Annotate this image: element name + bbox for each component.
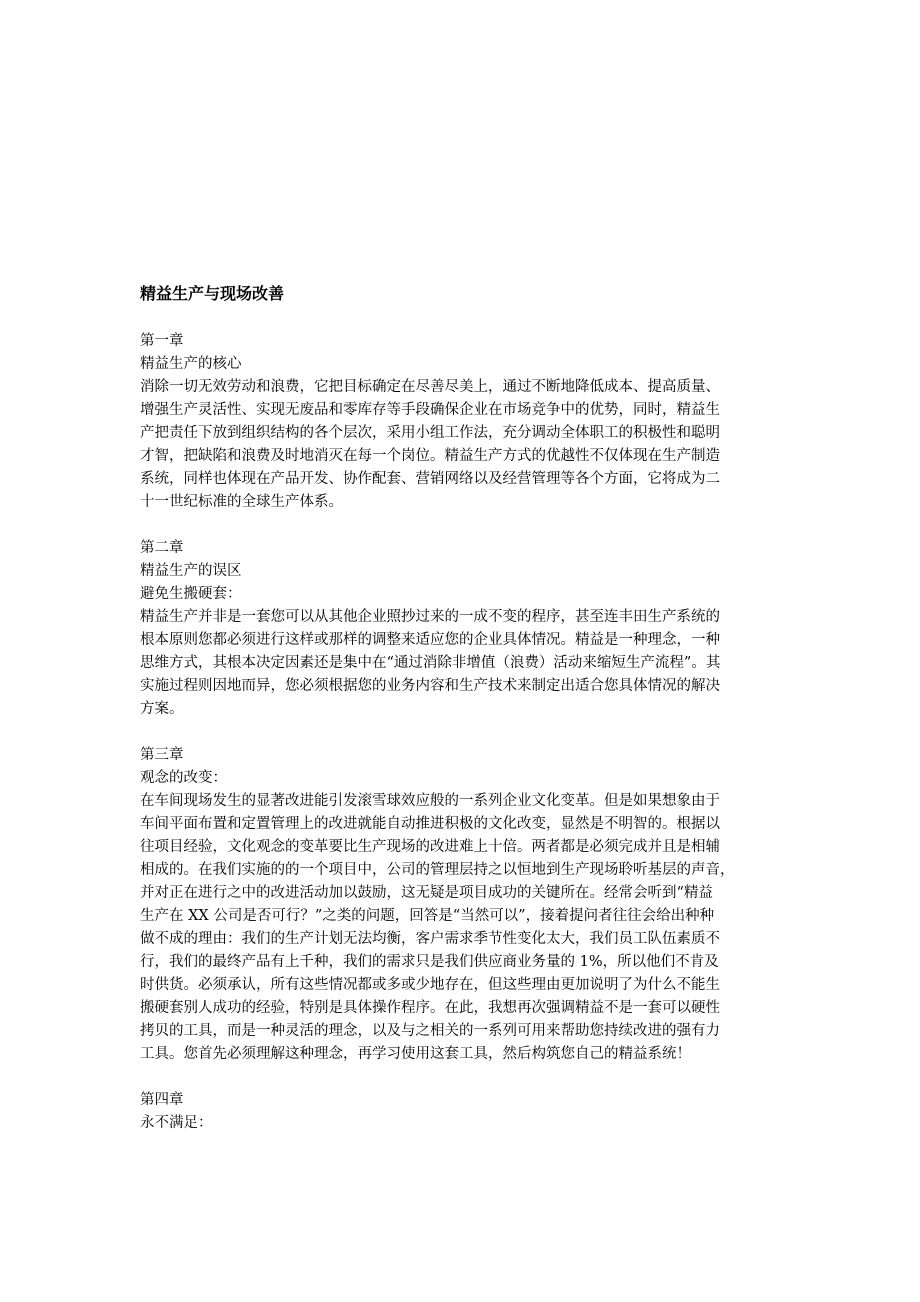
- paragraph-line: 并对正在进行之中的改进活动加以鼓励，这无疑是项目成功的关键所在。经常会听到“精益: [140, 885, 713, 901]
- chapter-number: 第三章: [140, 747, 184, 763]
- document-title: 精益生产与现场改善: [140, 284, 285, 303]
- paragraph-line: 往项目经验，文化观念的变革要比生产现场的改进难上十倍。两者都是必须完成并且是相辅: [140, 839, 720, 855]
- paragraph-line: 十一世纪标准的全球生产体系。: [140, 494, 343, 510]
- paragraph-line: 消除一切无效劳动和浪费，它把目标确定在尽善尽美上，通过不断地降低成本、提高质量、: [140, 379, 720, 395]
- paragraph-line: 精益生产并非是一套您可以从其他企业照抄过来的一成不变的程序，甚至连丰田生产系统的: [140, 609, 720, 625]
- chapter-number: 第一章: [140, 333, 184, 349]
- paragraph-line: 车间平面布置和定置管理上的改进就能自动推进积极的文化改变，显然是不明智的。根据以: [140, 816, 720, 832]
- paragraph-line: 时供货。必须承认，所有这些情况都或多或少地存在，但这些理由更加说明了为什么不能生: [140, 977, 720, 993]
- paragraph-line: 在车间现场发生的显著改进能引发滚雪球效应般的一系列企业文化变革。但是如果想象由于: [140, 793, 720, 809]
- paragraph-line: 工具。您首先必须理解这种理念，再学习使用这套工具，然后构筑您自己的精益系统！: [140, 1046, 691, 1062]
- paragraph-line: 系统，同样也体现在产品开发、协作配套、营销网络以及经营管理等各个方面，它将成为二: [140, 471, 720, 487]
- chapter-heading: 精益生产的核心: [140, 356, 242, 372]
- chapter-3: [140, 744, 780, 1066]
- paragraph-line: 思维方式，其根本决定因素还是集中在“通过消除非增值（浪费）活动来缩短生产流程”。其: [140, 655, 721, 671]
- spacer: [140, 721, 780, 744]
- paragraph-line: 产把责任下放到组织结构的各个层次，采用小组工作法，充分调动全体职工的积极性和聪明: [140, 425, 720, 441]
- chapter-heading: 精益生产的误区: [140, 563, 242, 579]
- chapter-4: [140, 1089, 780, 1135]
- paragraph-line: 拷贝的工具，而是一种灵活的理念，以及与之相关的一系列可用来帮助您持续改进的强有力: [140, 1023, 720, 1039]
- paragraph-line: 生产在 XX 公司是否可行？”之类的问题，回答是“当然可以”，接着提问者往往会给出种种: [140, 908, 715, 924]
- paragraph-line: 做不成的理由：我们的生产计划无法均衡，客户需求季节性变化太大，我们员工队伍素质不: [140, 931, 720, 947]
- chapter-number: 第四章: [140, 1092, 184, 1108]
- paragraph-line: 增强生产灵活性、实现无废品和零库存等手段确保企业在市场竞争中的优势，同时，精益生: [140, 402, 720, 418]
- paragraph-line: 实施过程则因地而异，您必须根据您的业务内容和生产技术来制定出适合您具体情况的解决: [140, 678, 720, 694]
- paragraph-line: 根本原则您都必须进行这样或那样的调整来适应您的企业具体情况。精益是一种理念，一种: [140, 632, 720, 648]
- document-body: [140, 280, 780, 1135]
- chapter-subheading: 避免生搬硬套：: [140, 586, 242, 602]
- chapter-heading: 观念的改变：: [140, 770, 227, 786]
- spacer: [140, 1066, 780, 1089]
- paragraph-line: 方案。: [140, 701, 184, 717]
- paragraph-line: 搬硬套别人成功的经验，特别是具体操作程序。在此，我想再次强调精益不是一套可以硬性: [140, 1000, 720, 1016]
- paragraph-line: 相成的。在我们实施的的一个项目中，公司的管理层持之以恒地到生产现场聆听基层的声音，: [140, 862, 735, 878]
- chapter-2: [140, 537, 780, 721]
- chapter-heading: 永不满足：: [140, 1115, 213, 1131]
- chapter-number: 第二章: [140, 540, 184, 556]
- paragraph-line: 才智，把缺陷和浪费及时地消灭在每一个岗位。精益生产方式的优越性不仅体现在生产制造: [140, 448, 720, 464]
- spacer: [140, 308, 780, 330]
- spacer: [140, 514, 780, 537]
- paragraph-line: 行，我们的最终产品有上千种，我们的需求只是我们供应商业务量的 1%，所以他们不肯及: [140, 954, 719, 970]
- chapter-1: [140, 330, 780, 514]
